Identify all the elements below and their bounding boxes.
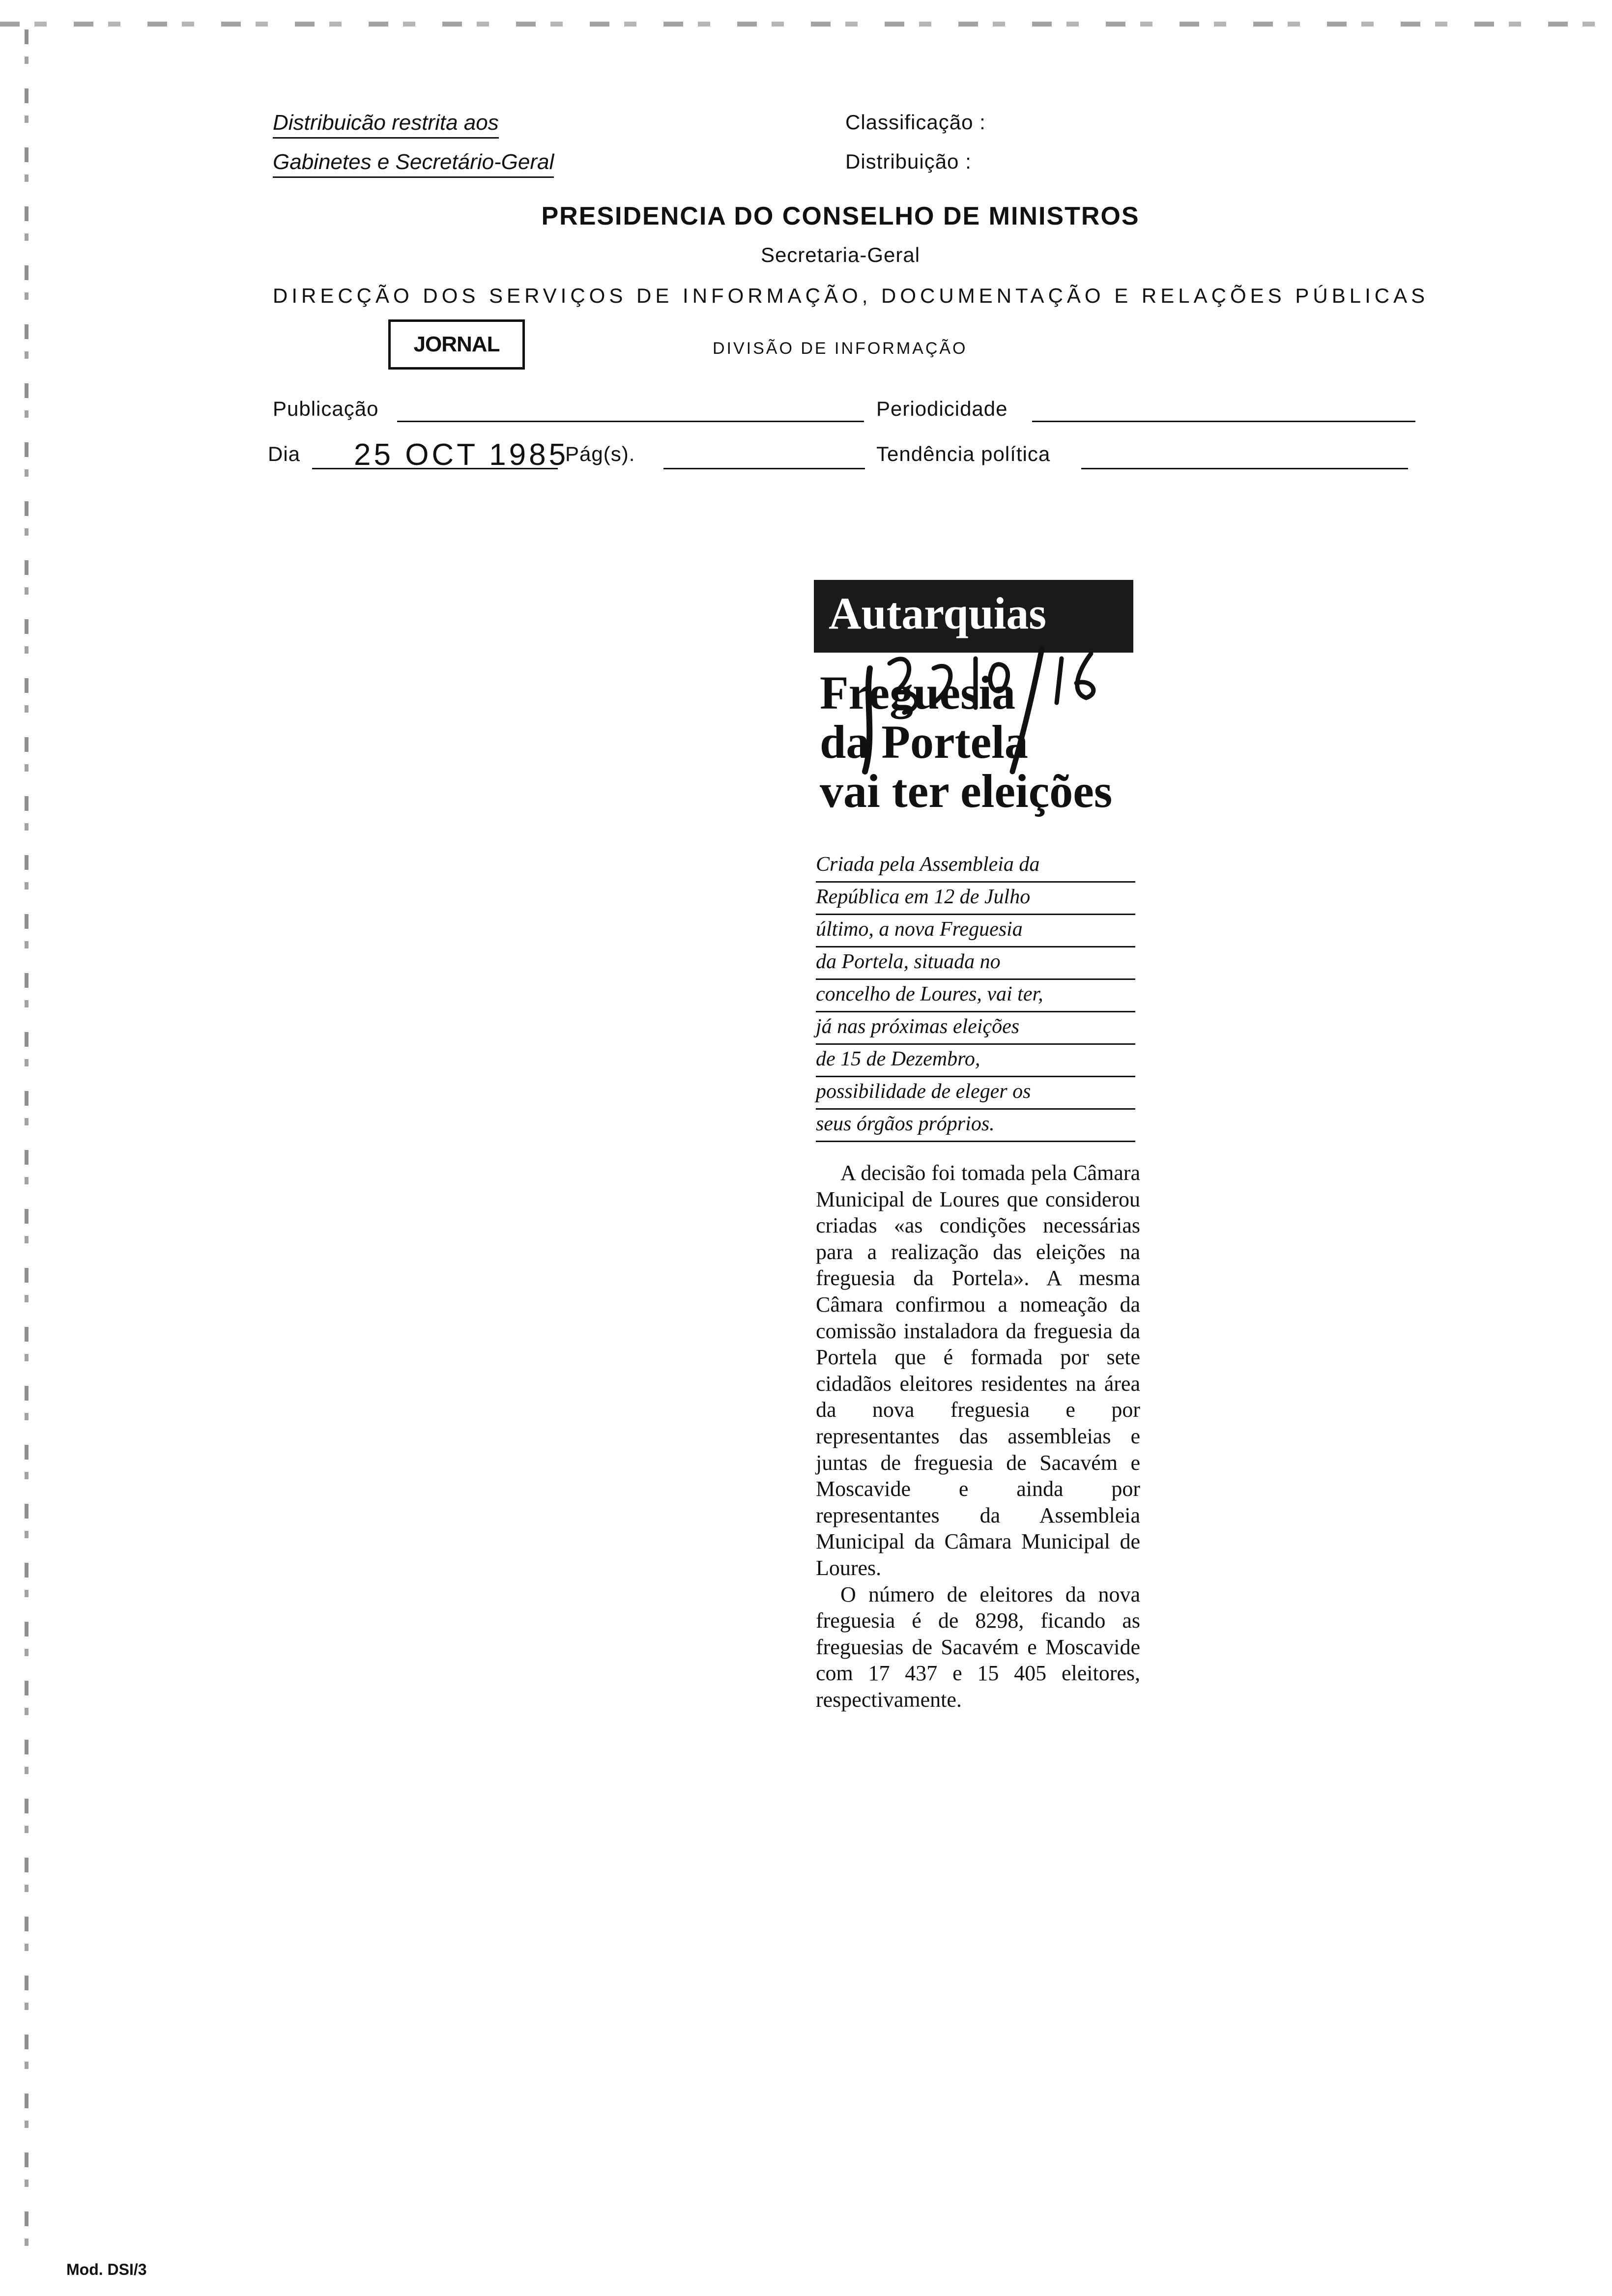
periodicity-field-line <box>1032 421 1415 422</box>
day-label: Dia <box>268 442 301 465</box>
lead-line: já nas próximas eleições <box>816 1012 1135 1045</box>
headline-line-3: vai ter eleições <box>820 765 1113 817</box>
headline-line-1: Freguesia <box>820 666 1016 719</box>
publication-field-line <box>397 421 864 422</box>
article-paragraph-1: A decisão foi tomada pela Câmara Municipal de Loures que considerou criadas «as condições necessárias para a realização das eleições na freguesia da Portela». A mesma Câmara confirmou a nomeação da comissão instaladora da freguesia da Portela que é formada por sete cidadãos eleitores residentes na área da nova freguesia e por representantes das assembleias e juntas de freguesia de Sacavém e Moscavide e ainda por representantes da Assembleia Municipal da Câmara Municipal de Loures. <box>816 1161 1140 1580</box>
form-code: Mod. DSI/3 <box>66 2261 147 2278</box>
pages-field-line <box>663 468 865 469</box>
section-title: Autarquias <box>829 588 1047 638</box>
lead-line: República em 12 de Julho <box>816 883 1135 915</box>
date-stamp: 25 OCT 1985 <box>354 438 569 472</box>
handwritten-annotation <box>835 639 1130 776</box>
political-tendency-field-line <box>1081 468 1408 469</box>
institution-title: PRESIDENCIA DO CONSELHO DE MINISTROS <box>541 202 1140 230</box>
classification-label: Classificação : <box>845 111 986 134</box>
lead-line: da Portela, situada no <box>816 947 1135 980</box>
periodicity-label: Periodicidade <box>876 397 1008 420</box>
publication-label: Publicação <box>273 397 379 420</box>
scan-edge-left <box>25 29 29 2270</box>
lead-line: de 15 de Dezembro, <box>816 1045 1135 1077</box>
jornal-stamp: JORNAL <box>388 319 525 370</box>
division-label: DIVISÃO DE INFORMAÇÃO <box>713 339 968 358</box>
distribution-restricted-line2: Gabinetes e Secretário-Geral <box>273 150 554 178</box>
headline-line-2: da Portela <box>820 716 1028 768</box>
lead-line: Criada pela Assembleia da <box>816 850 1135 883</box>
directorate-line: DIRECÇÃO DOS SERVIÇOS DE INFORMAÇÃO, DOCUMENTAÇÃO E RELAÇÕES PÚBLICAS <box>273 284 1429 307</box>
scan-edge-top <box>0 22 1612 27</box>
pages-label: Pág(s). <box>565 442 635 465</box>
article-paragraph-2: O número de eleitores da nova freguesia é de 8298, ficando as freguesias de Sacavém e Moscavide com 17 437 e 15 405 eleitores, respectivamente. <box>816 1582 1140 1712</box>
lead-line: último, a nova Freguesia <box>816 915 1135 947</box>
secretariat-subtitle: Secretaria-Geral <box>760 243 921 266</box>
distribution-label: Distribuição : <box>845 150 972 173</box>
lead-line: concelho de Loures, vai ter, <box>816 980 1135 1012</box>
political-tendency-label: Tendência política <box>876 442 1051 465</box>
article-body <box>816 1160 1140 1713</box>
article-lead <box>816 850 1135 1142</box>
lead-line: seus órgãos próprios. <box>816 1110 1135 1142</box>
distribution-restricted-line1: Distribuicão restrita aos <box>273 111 499 139</box>
lead-line: possibilidade de eleger os <box>816 1077 1135 1110</box>
